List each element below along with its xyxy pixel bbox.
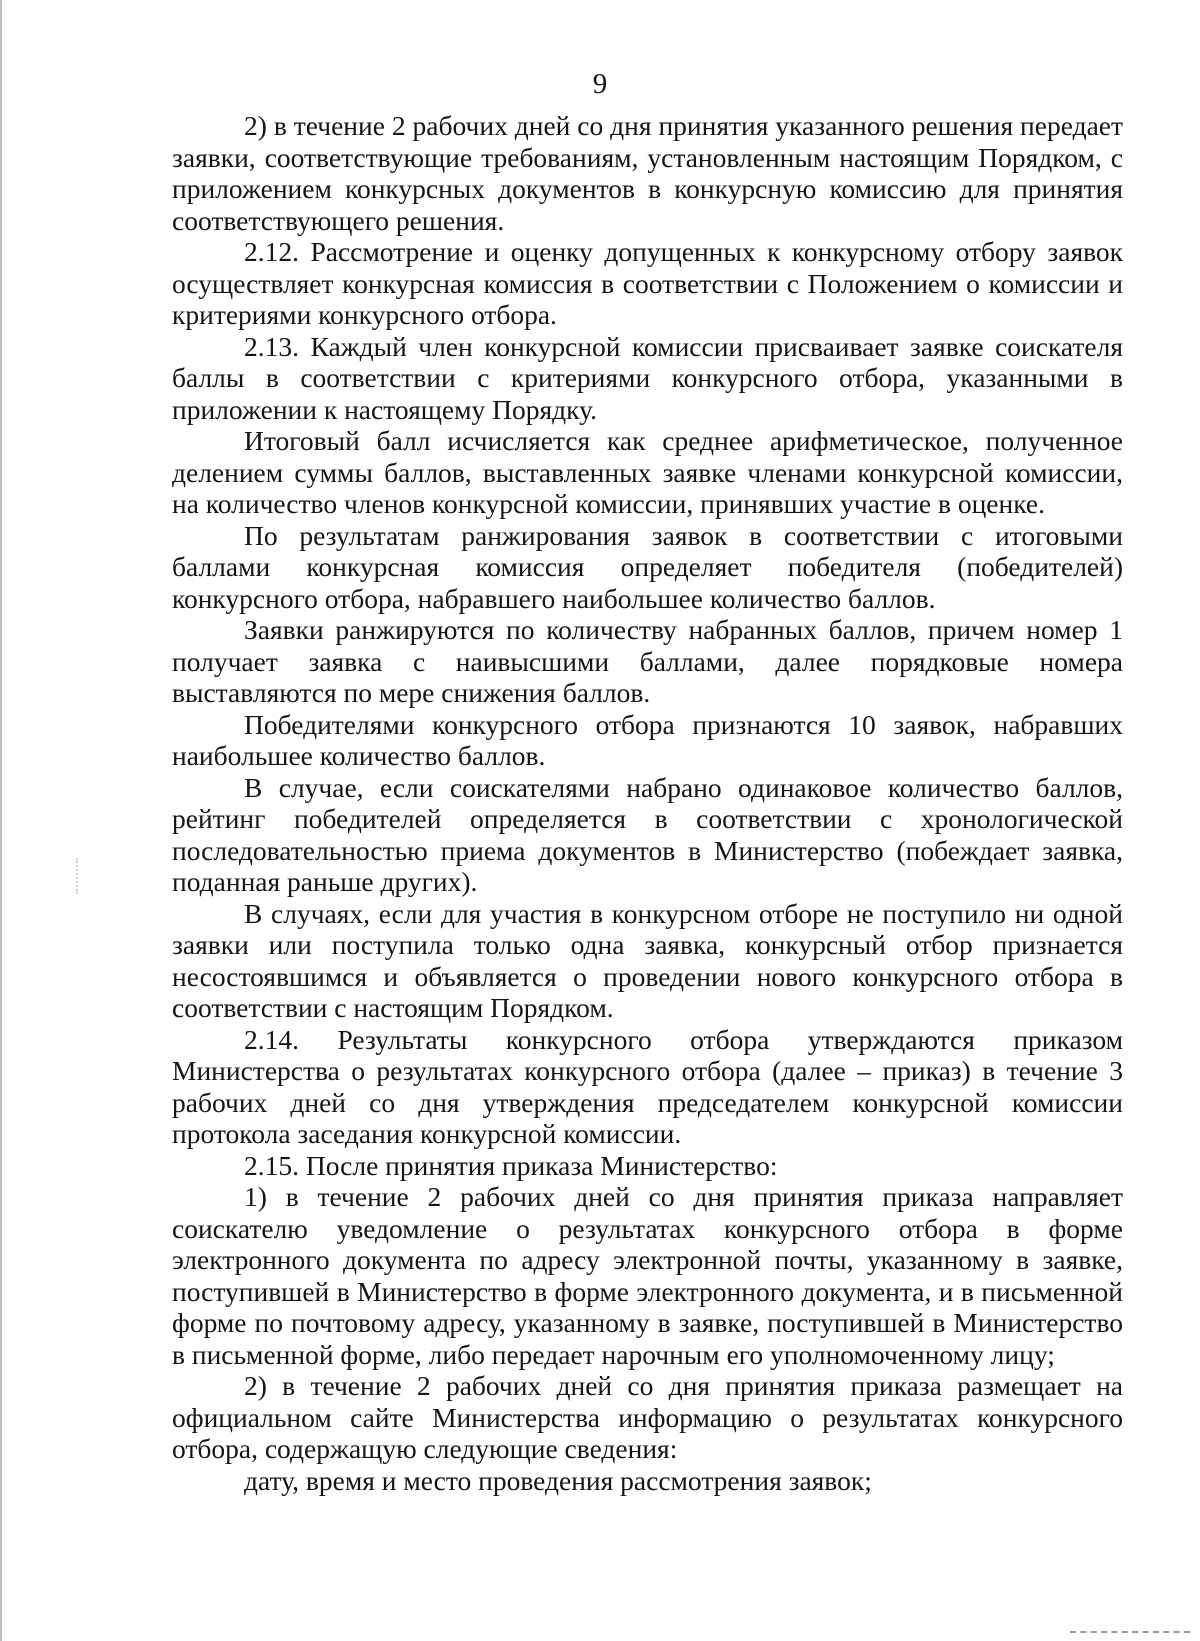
- paragraph: 2.15. После принятия приказа Министерство:: [244, 1149, 778, 1181]
- paragraph: 2) в течение 2 рабочих дней со дня принятия приказа размещает на официальном сайте Министерства информацию о результатах конкурсного отбора, содержащую следующие сведения:: [172, 1370, 1123, 1464]
- paragraph: По результатам ранжирования заявок в соответствии с итоговыми баллами конкурсная комиссия определяет победителя (победителей) конкурсного отбора, набравшего наибольшее количество баллов.: [172, 519, 1123, 614]
- paragraph: дату, время и место проведения рассмотрения заявок;: [244, 1464, 872, 1496]
- document-body: [172, 110, 1123, 1496]
- paragraph: 1) в течение 2 рабочих дней со дня принятия приказа направляет соискателю уведомление о результатах конкурсного отбора в форме электронного документа по адресу электронной почты, указанному в заявке, поступившей в Министерство в форме электронного документа, и в письменной форме по почтовому адресу, указанному в заявке, поступившей в Министерство в письменной форме, либо передает нарочным его уполномоченному лицу;: [172, 1181, 1123, 1370]
- scan-edge: [0, 0, 2, 1641]
- paragraph: 2.12. Рассмотрение и оценку допущенных к конкурсному отбору заявок осуществляет конкурсная комиссия в соответствии с Положением о комиссии и критериями конкурсного отбора.: [172, 236, 1123, 330]
- paragraph: Победителями конкурсного отбора признаются 10 заявок, набравших наибольшее количество баллов.: [172, 708, 1123, 771]
- paragraph: 2.14. Результаты конкурсного отбора утверждаются приказом Министерства о результатах конкурсного отбора (далее – приказ) в течение 3 рабочих дней со дня утверждения председателем конкурсной комиссии протокола заседания конкурсной комиссии.: [172, 1023, 1123, 1149]
- scan-artifact: [1070, 1631, 1190, 1633]
- paragraph: В случае, если соискателями набрано одинаковое количество баллов, рейтинг победителей определяется в соответствии с хронологической последовательностью приема документов в Министерство (побеждает заявка, поданная раньше других).: [172, 771, 1123, 897]
- page-number: 9: [592, 68, 608, 100]
- paragraph: 2) в течение 2 рабочих дней со дня принятия указанного решения передает заявки, соответствующие требованиям, установленным настоящим Порядком, с приложением конкурсных документов в конкурсную комиссию для принятия соответствующего решения.: [172, 110, 1123, 236]
- paragraph: В случаях, если для участия в конкурсном отборе не поступило ни одной заявки или поступила только одна заявка, конкурсный отбор признается несостоявшимся и объявляется о проведении нового конкурсного отбора в соответствии с настоящим Порядком.: [172, 897, 1123, 1023]
- paragraph: 2.13. Каждый член конкурсной комиссии присваивает заявке соискателя баллы в соответствии с критериями конкурсного отбора, указанными в приложении к настоящему Порядку.: [172, 330, 1123, 425]
- paragraph: Итоговый балл исчисляется как среднее арифметическое, полученное делением суммы баллов, выставленных заявке членами конкурсной комиссии, на количество членов конкурсной комиссии, принявших участие в оценке.: [172, 425, 1123, 519]
- paragraph: Заявки ранжируются по количеству набранных баллов, причем номер 1 получает заявка с наивысшими баллами, далее порядковые номера выставляются по мере снижения баллов.: [172, 614, 1123, 708]
- scan-artifact: [76, 858, 80, 894]
